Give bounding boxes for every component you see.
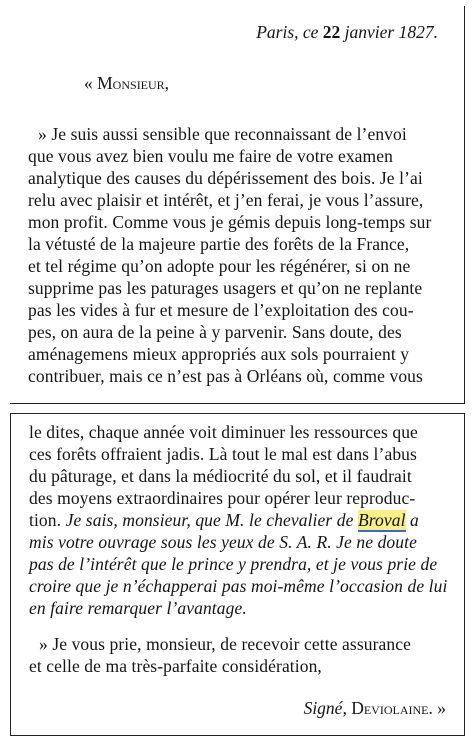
signature-end: . » bbox=[428, 698, 446, 718]
closing-line: » Je vous prie, monsieur, de recevoir cette assurance bbox=[39, 634, 411, 654]
signature-label: Signé, bbox=[303, 698, 352, 718]
page-bottom-panel bbox=[10, 413, 465, 736]
text-line: » Je suis aussi sensible que reconnaissant de l’envoi bbox=[38, 124, 407, 144]
text-line-mixed bbox=[29, 510, 419, 530]
italic-span: a bbox=[405, 510, 419, 530]
salutation: « Monsieur, bbox=[84, 73, 170, 93]
dateline-prefix: Paris, ce bbox=[256, 22, 323, 42]
dateline bbox=[256, 22, 438, 43]
text-line: aménagemens mieux appropriés aux sols pourraient y bbox=[28, 344, 410, 364]
text-line: la vétusté de la majeure partie des forêts de la France, bbox=[28, 234, 410, 254]
italic-line: en faire remarquer l’avantage. bbox=[29, 598, 247, 618]
signature-name: Deviolaine bbox=[351, 698, 429, 718]
text-line: du pâturage, et dans la médiocrité du sol, et il faudrait bbox=[29, 466, 412, 486]
dateline-day: 22 bbox=[322, 22, 341, 42]
page-top-panel bbox=[10, 6, 465, 404]
text-line: le dites, chaque année voit diminuer les ressources que bbox=[29, 422, 418, 442]
dateline-suffix: janvier 1827. bbox=[340, 22, 438, 42]
italic-line: pas de l’intérêt que le prince y prendra, et je vous prie de bbox=[29, 554, 438, 574]
text-line: ces forêts offraient jadis. Là tout le mal est dans l’abus bbox=[29, 444, 417, 464]
italic-line: croire que je n’échapperai pas moi-même l’occasion de lui bbox=[29, 576, 448, 596]
text-line: relu avec plaisir et intérêt, et j’en ferai, je vous l’assure, bbox=[28, 190, 424, 210]
text-line: que vous avez bien voulu me faire de votre examen bbox=[28, 146, 393, 166]
text-line: des moyens extraordinaires pour opérer leur reproduc- bbox=[29, 488, 416, 508]
italic-line: mis votre ouvrage sous les yeux de S. A. R. Je ne doute bbox=[29, 532, 417, 552]
text-line: contribuer, mais ce n’est pas à Orléans où, comme vous bbox=[28, 366, 423, 386]
closing-line: et celle de ma très-parfaite considération, bbox=[29, 656, 322, 676]
text-line: mon profit. Comme vous je gémis depuis long-temps sur bbox=[28, 212, 432, 232]
text-line: supprime pas les paturages usagers et qu’on ne replante bbox=[28, 278, 423, 298]
signature bbox=[304, 698, 446, 719]
text-line: analytique des causes du dépérissement des bois. Je l’ai bbox=[28, 168, 423, 188]
highlighted-word: Broval bbox=[357, 510, 406, 530]
text-span: tion. bbox=[29, 510, 66, 530]
text-line: et tel régime qu’on adopte pour les régénérer, si on ne bbox=[28, 256, 411, 276]
text-line: pas les vides à fur et mesure de l’exploitation des cou- bbox=[28, 300, 414, 320]
text-line: pes, on aura de la peine à y parvenir. Sans doute, des bbox=[28, 322, 402, 342]
italic-span: Je sais, monsieur, que M. le chevalier de bbox=[65, 510, 358, 530]
